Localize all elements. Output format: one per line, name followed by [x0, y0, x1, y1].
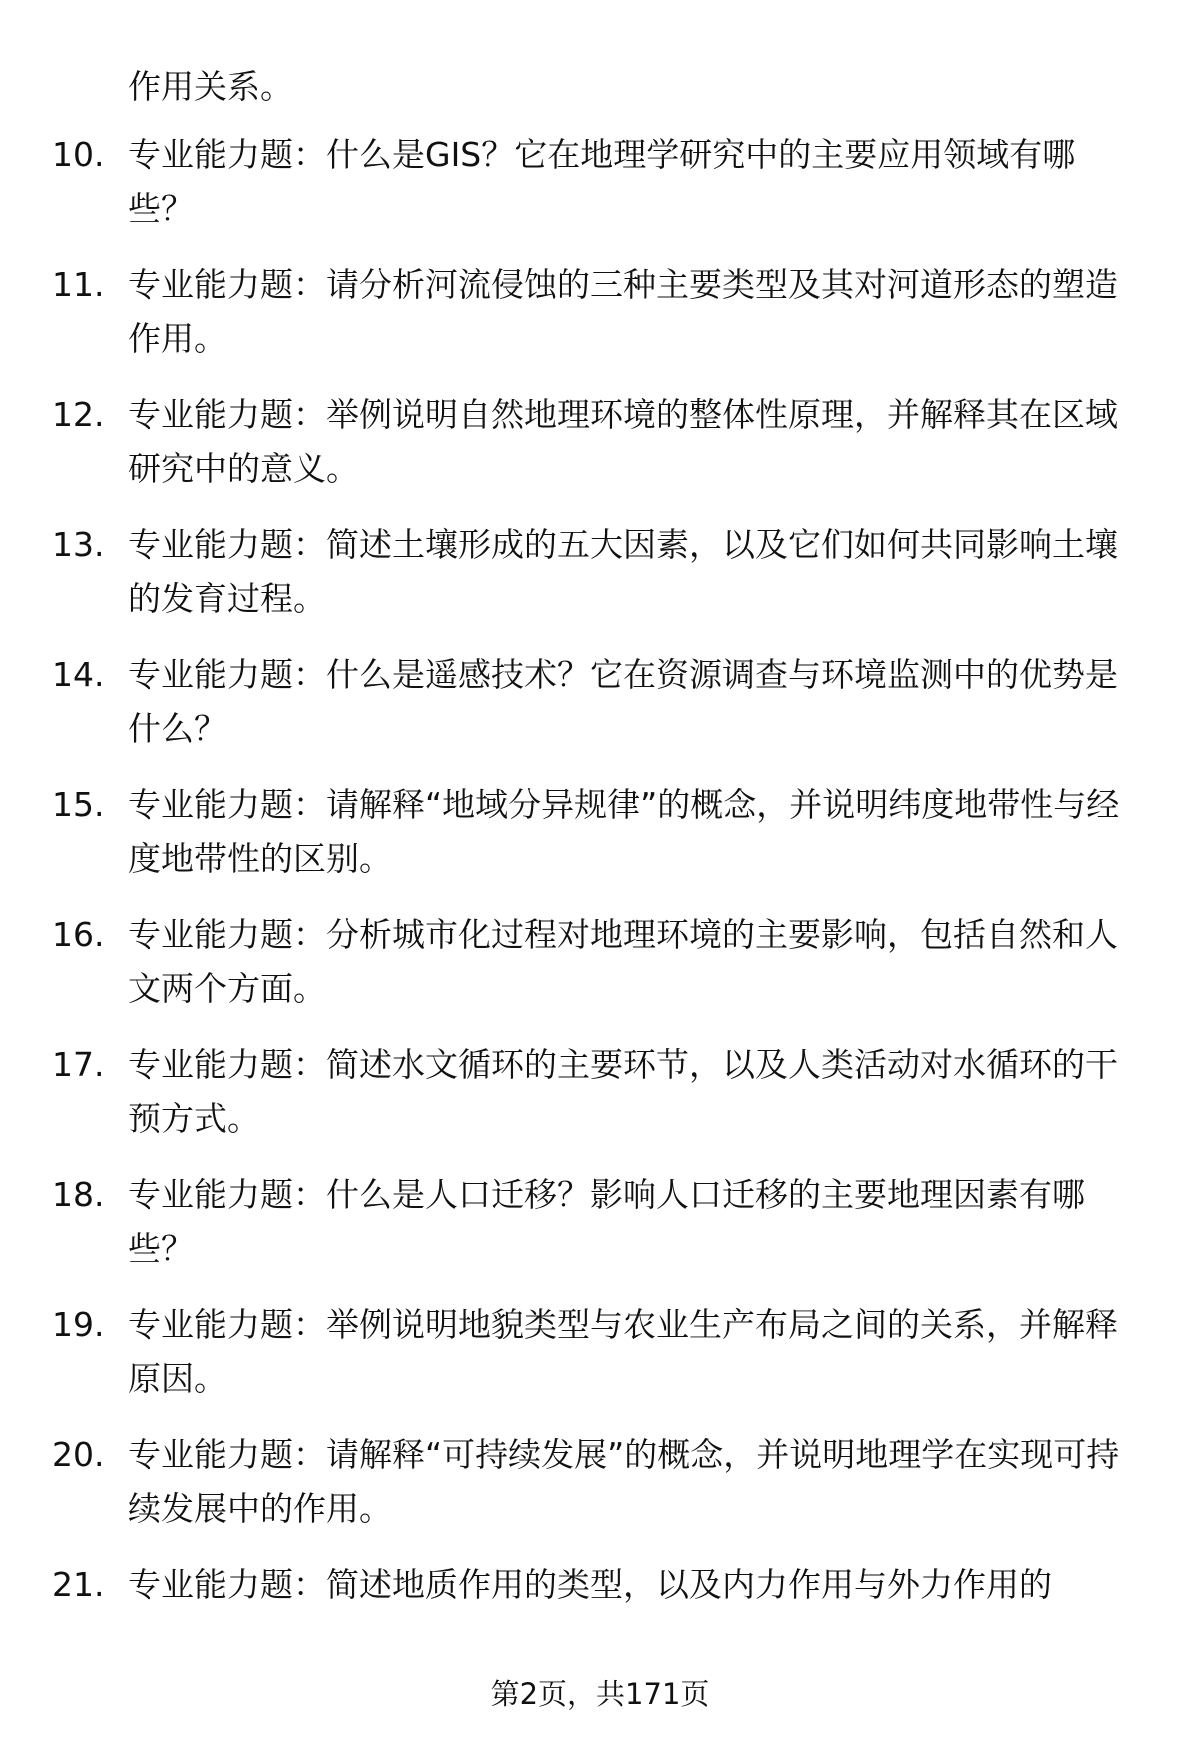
question-number: 11. [52, 265, 105, 304]
question-text: 专业能力题：分析城市化过程对地理环境的主要影响，包括自然和人文两个方面。 [128, 915, 1118, 1008]
question-number: 19. [52, 1305, 105, 1344]
question-text: 专业能力题：举例说明地貌类型与农业生产布局之间的关系，并解释原因。 [128, 1305, 1118, 1398]
question-text: 专业能力题：举例说明自然地理环境的整体性原理，并解释其在区域研究中的意义。 [128, 395, 1118, 488]
question-text: 专业能力题：简述水文循环的主要环节，以及人类活动对水循环的干预方式。 [128, 1045, 1118, 1138]
continuation-text: 作用关系。 [128, 67, 293, 106]
question-number: 17. [52, 1045, 105, 1084]
page-footer: 第2页，共171页 [490, 1677, 710, 1711]
question-text: 专业能力题：简述土壤形成的五大因素，以及它们如何共同影响土壤的发育过程。 [128, 525, 1118, 618]
question-number: 12. [52, 395, 105, 434]
question-number: 15. [52, 785, 105, 824]
question-text: 专业能力题：请解释“可持续发展”的概念，并说明地理学在实现可持续发展中的作用。 [128, 1435, 1120, 1528]
question-text: 专业能力题：请解释“地域分异规律”的概念，并说明纬度地带性与经度地带性的区别。 [128, 785, 1120, 878]
question-text: 专业能力题：什么是遥感技术？它在资源调查与环境监测中的优势是什么？ [128, 655, 1118, 748]
question-number: 20. [52, 1435, 105, 1474]
question-text: 专业能力题：什么是人口迁移？影响人口迁移的主要地理因素有哪些？ [128, 1175, 1085, 1268]
question-text: 专业能力题：什么是GIS？它在地理学研究中的主要应用领域有哪些？ [128, 135, 1076, 228]
question-number: 18. [52, 1175, 105, 1214]
question-number: 14. [52, 655, 105, 694]
question-number: 13. [52, 525, 105, 564]
question-number: 10. [52, 135, 105, 174]
question-number: 21. [52, 1565, 105, 1604]
question-text: 专业能力题：简述地质作用的类型，以及内力作用与外力作用的 [128, 1565, 1052, 1604]
question-text: 专业能力题：请分析河流侵蚀的三种主要类型及其对河道形态的塑造作用。 [128, 265, 1118, 358]
question-number: 16. [52, 915, 105, 954]
